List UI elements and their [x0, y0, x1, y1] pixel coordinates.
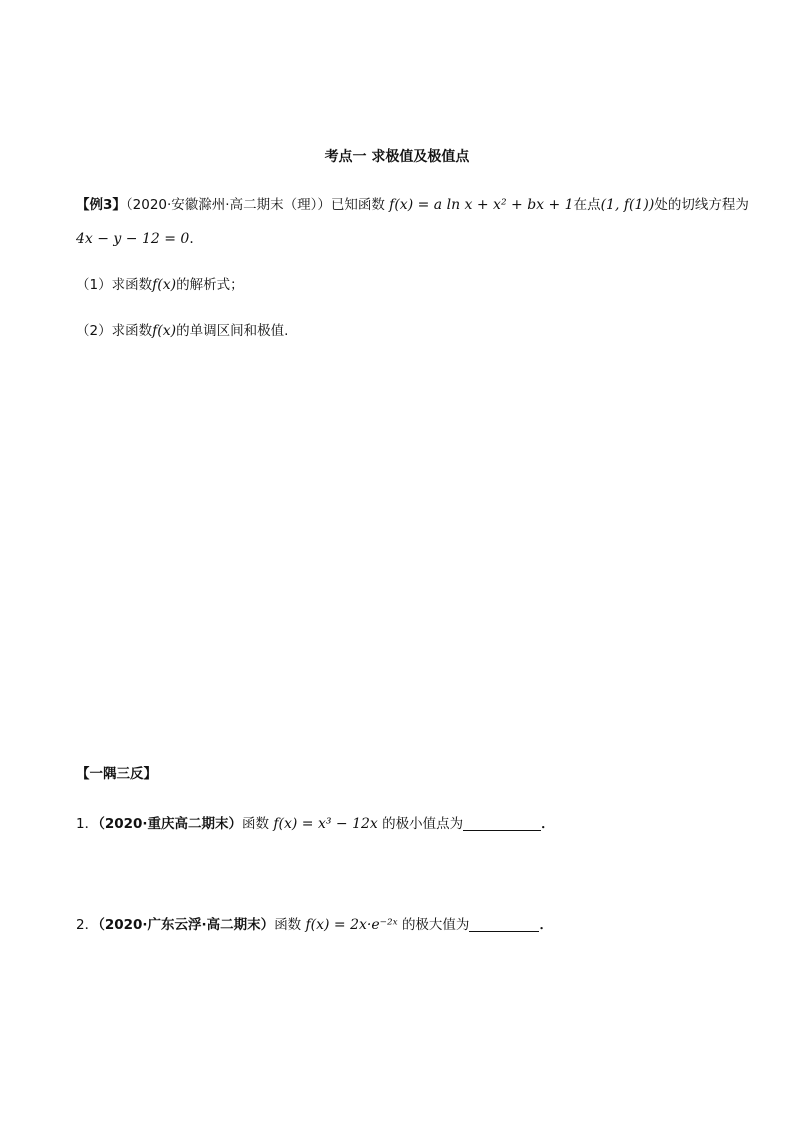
practice-header: 【一隅三反】: [76, 766, 157, 782]
example-part-1: [76, 275, 244, 295]
part-1-prefix: （1）求函数: [76, 277, 153, 293]
problem-1-source: （2020·重庆高二期末）: [98, 816, 243, 832]
part-2-prefix: （2）求函数: [76, 323, 153, 339]
example-tag: 【例3】: [76, 197, 126, 213]
example-point: (1, f(1)): [600, 197, 655, 213]
example-tangent-equation: 4x − y − 12 = 0: [76, 231, 190, 247]
problem-1-answer-blank[interactable]: [463, 816, 541, 831]
problem-1-prefix: 函数: [242, 816, 270, 832]
problem-1-number: 1．: [76, 816, 99, 832]
example-stem-before: 已知函数: [330, 197, 385, 213]
problem-2-function: f(x) = 2x·e⁻²ˣ: [305, 917, 398, 933]
problem-2-prefix: 函数: [274, 917, 302, 933]
problem-1-function: f(x) = x³ − 12x: [273, 816, 378, 832]
problem-2-source: （2020·广东云浮·高二期末）: [98, 917, 275, 933]
part-1-suffix: 的解析式；: [176, 277, 244, 293]
problem-1-suffix: 的极小值点为: [382, 816, 464, 832]
part-2-suffix: 的单调区间和极值.: [176, 323, 289, 339]
example-function-definition: f(x) = a ln x + x² + bx + 1: [389, 197, 574, 213]
example-stem-line-1: [76, 195, 749, 215]
example-stem-after: 处的切线方程为: [654, 197, 749, 213]
problem-2-answer-blank[interactable]: [469, 917, 539, 932]
part-1-function: f(x): [152, 277, 177, 293]
problem-2-end: ．: [539, 917, 553, 933]
problem-2-number: 2．: [76, 917, 99, 933]
part-2-function: f(x): [152, 323, 177, 339]
problem-2: [76, 915, 553, 935]
problem-2-suffix: 的极大值为: [401, 917, 470, 933]
section-title: 考点一 求极值及极值点: [324, 149, 470, 165]
example-stem-line-2: [76, 229, 194, 249]
example-tangent-end: .: [189, 231, 194, 247]
example-stem-middle: 在点: [573, 197, 601, 213]
example-source: （2020·安徽滁州·高二期末（理））: [125, 197, 331, 213]
example-part-2: [76, 321, 288, 341]
problem-1-end: ．: [541, 816, 555, 832]
problem-1: [76, 814, 555, 834]
